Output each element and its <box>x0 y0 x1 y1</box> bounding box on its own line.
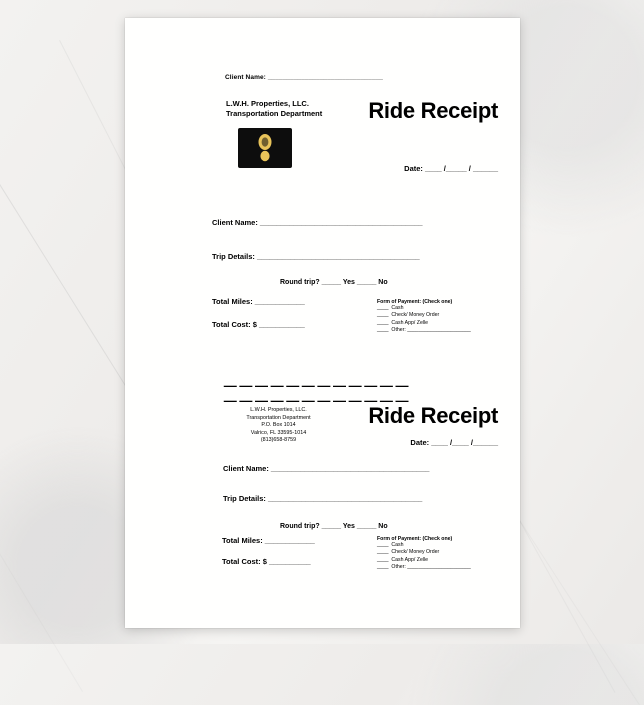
receipt-sheet <box>125 18 520 628</box>
total-miles-field-bottom[interactable]: Total Miles: ____________ <box>222 536 315 545</box>
trip-details-field-top[interactable]: Trip Details: _______________________________________ <box>212 252 420 261</box>
client-name-field-top[interactable]: Client Name: _______________________________________ <box>212 218 423 227</box>
page-title-bottom: Ride Receipt <box>368 403 498 428</box>
background-vein <box>519 520 640 705</box>
company-phone: (813)658-8759 <box>260 437 297 444</box>
company-po-box: P.O. Box 1014 <box>261 422 296 429</box>
company-department: Transportation Department <box>246 414 311 421</box>
payment-option-cashapp[interactable]: ____ Cash App/ Zelle <box>377 319 429 326</box>
company-name: L.W.H. Properties, LLC. <box>226 99 309 108</box>
document-page <box>125 18 520 628</box>
payment-option-cashapp[interactable]: ____ Cash App/ Zelle <box>377 556 429 563</box>
payment-option-other[interactable]: ____ Other: ______________________ <box>377 327 471 334</box>
payment-section-title: Form of Payment: (Check one) <box>377 299 453 305</box>
payment-option-cash[interactable]: ____ Cash <box>377 542 404 548</box>
client-name-field-bottom[interactable]: Client Name: ______________________________________ <box>223 464 430 473</box>
company-name-block <box>226 99 322 119</box>
background-vein <box>0 520 83 692</box>
trip-details-field-bottom[interactable]: Trip Details: _____________________________________ <box>223 494 423 503</box>
total-cost-field-bottom[interactable]: Total Cost: $ __________ <box>222 557 311 566</box>
date-field-bottom[interactable]: Date: ____ /____ /______ <box>410 438 498 447</box>
cut-line-separator: — — — — — — — — — — — — — — — — — — — — — — — — <box>223 378 408 408</box>
payment-section-bottom <box>377 536 502 572</box>
payment-section-top <box>377 299 502 335</box>
payment-section-title: Form of Payment: (Check one) <box>377 536 453 542</box>
company-address-block <box>226 407 331 445</box>
payment-option-check[interactable]: ____ Check/ Money Order <box>377 312 440 319</box>
top-client-name-line: Client Name: _______________________________ <box>225 74 384 81</box>
total-cost-field-top[interactable]: Total Cost: $ ___________ <box>212 320 305 329</box>
date-field-top[interactable]: Date: ____ /_____ / ______ <box>404 164 498 173</box>
round-trip-field-top[interactable]: Round trip? _____ Yes _____ No <box>280 279 388 286</box>
company-city-state-zip: Valrico, FL 33595-1014 <box>250 429 307 436</box>
company-department: Transportation Department <box>226 109 323 118</box>
payment-option-cash[interactable]: ____ Cash <box>377 305 404 311</box>
shoe-print-logo-icon <box>238 128 292 168</box>
page-title: Ride Receipt <box>368 98 498 123</box>
company-name: L.W.H. Properties, LLC. <box>250 407 307 413</box>
background-vein <box>0 120 140 409</box>
payment-option-other[interactable]: ____ Other: ______________________ <box>377 564 471 571</box>
round-trip-field-bottom[interactable]: Round trip? _____ Yes _____ No <box>280 523 388 530</box>
total-miles-field-top[interactable]: Total Miles: ____________ <box>212 297 305 306</box>
payment-option-check[interactable]: ____ Check/ Money Order <box>377 549 440 556</box>
